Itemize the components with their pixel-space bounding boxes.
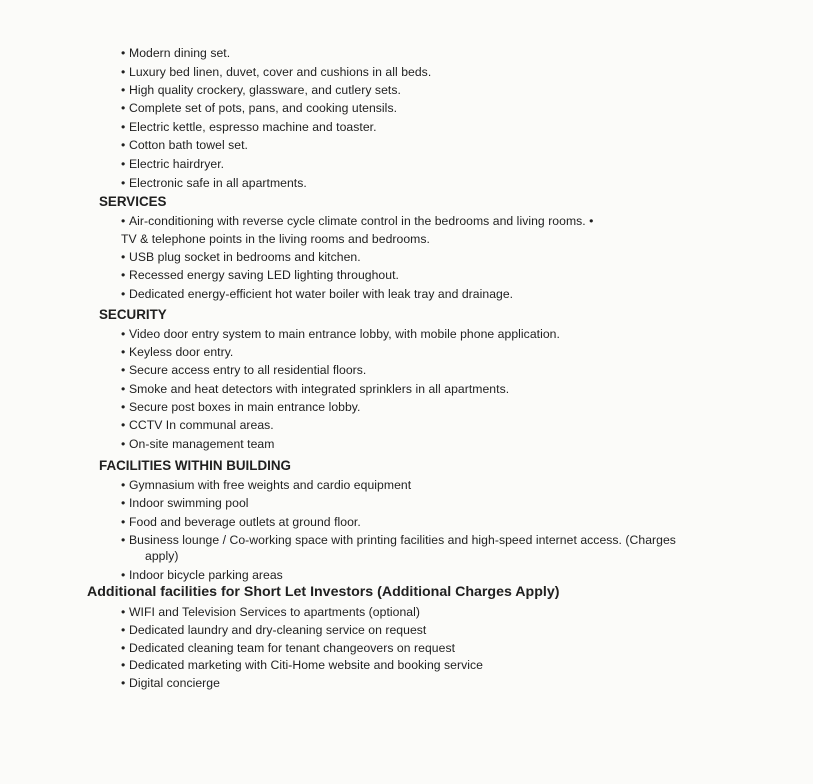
list-item: • Dedicated laundry and dry-cleaning service on request [121, 623, 427, 637]
list-item: • CCTV In communal areas. [121, 418, 274, 432]
list-item: • Dedicated marketing with Citi-Home website and booking service [121, 658, 483, 672]
section-heading-security: SECURITY [99, 307, 167, 322]
list-item: • Secure access entry to all residential floors. [121, 363, 367, 377]
list-item: • Smoke and heat detectors with integrated sprinklers in all apartments. [121, 382, 510, 396]
list-item: • Digital concierge [121, 676, 220, 690]
list-item: • Video door entry system to main entrance lobby, with mobile phone application. [121, 327, 560, 341]
list-item: • Secure post boxes in main entrance lobby. [121, 400, 361, 414]
list-item: • High quality crockery, glassware, and cutlery sets. [121, 83, 401, 97]
list-item: • Cotton bath towel set. [121, 138, 248, 152]
list-item: • Food and beverage outlets at ground floor. [121, 515, 361, 529]
list-item: • Air-conditioning with reverse cycle climate control in the bedrooms and living rooms. • [121, 214, 594, 228]
section-heading-services: SERVICES [99, 194, 167, 209]
list-item: • Business lounge / Co-working space with printing facilities and high-speed internet access. (Charges [121, 533, 676, 547]
list-item: • USB plug socket in bedrooms and kitchen. [121, 250, 361, 264]
list-item: • Electric kettle, espresso machine and toaster. [121, 120, 377, 134]
list-item-continuation: TV & telephone points in the living rooms and bedrooms. [121, 232, 430, 246]
list-item: • Luxury bed linen, duvet, cover and cushions in all beds. [121, 65, 432, 79]
list-item: • Keyless door entry. [121, 345, 234, 359]
list-item: • Electric hairdryer. [121, 157, 225, 171]
list-item: • Dedicated energy-efficient hot water boiler with leak tray and drainage. [121, 287, 514, 301]
list-item: • WIFI and Television Services to apartments (optional) [121, 605, 420, 619]
list-item-continuation: apply) [145, 549, 179, 563]
list-item: • Gymnasium with free weights and cardio equipment [121, 478, 412, 492]
list-item: • Indoor swimming pool [121, 496, 249, 510]
list-item: • Electronic safe in all apartments. [121, 176, 307, 190]
list-item: • Indoor bicycle parking areas [121, 568, 283, 582]
list-item: • Recessed energy saving LED lighting throughout. [121, 268, 399, 282]
list-item: • On-site management team [121, 437, 275, 451]
list-item: • Dedicated cleaning team for tenant changeovers on request [121, 641, 456, 655]
list-item: • Complete set of pots, pans, and cooking utensils. [121, 101, 398, 115]
section-heading-additional: Additional facilities for Short Let Investors (Additional Charges Apply) [87, 584, 560, 600]
list-item: • Modern dining set. [121, 46, 231, 60]
section-heading-facilities: FACILITIES WITHIN BUILDING [99, 458, 291, 473]
